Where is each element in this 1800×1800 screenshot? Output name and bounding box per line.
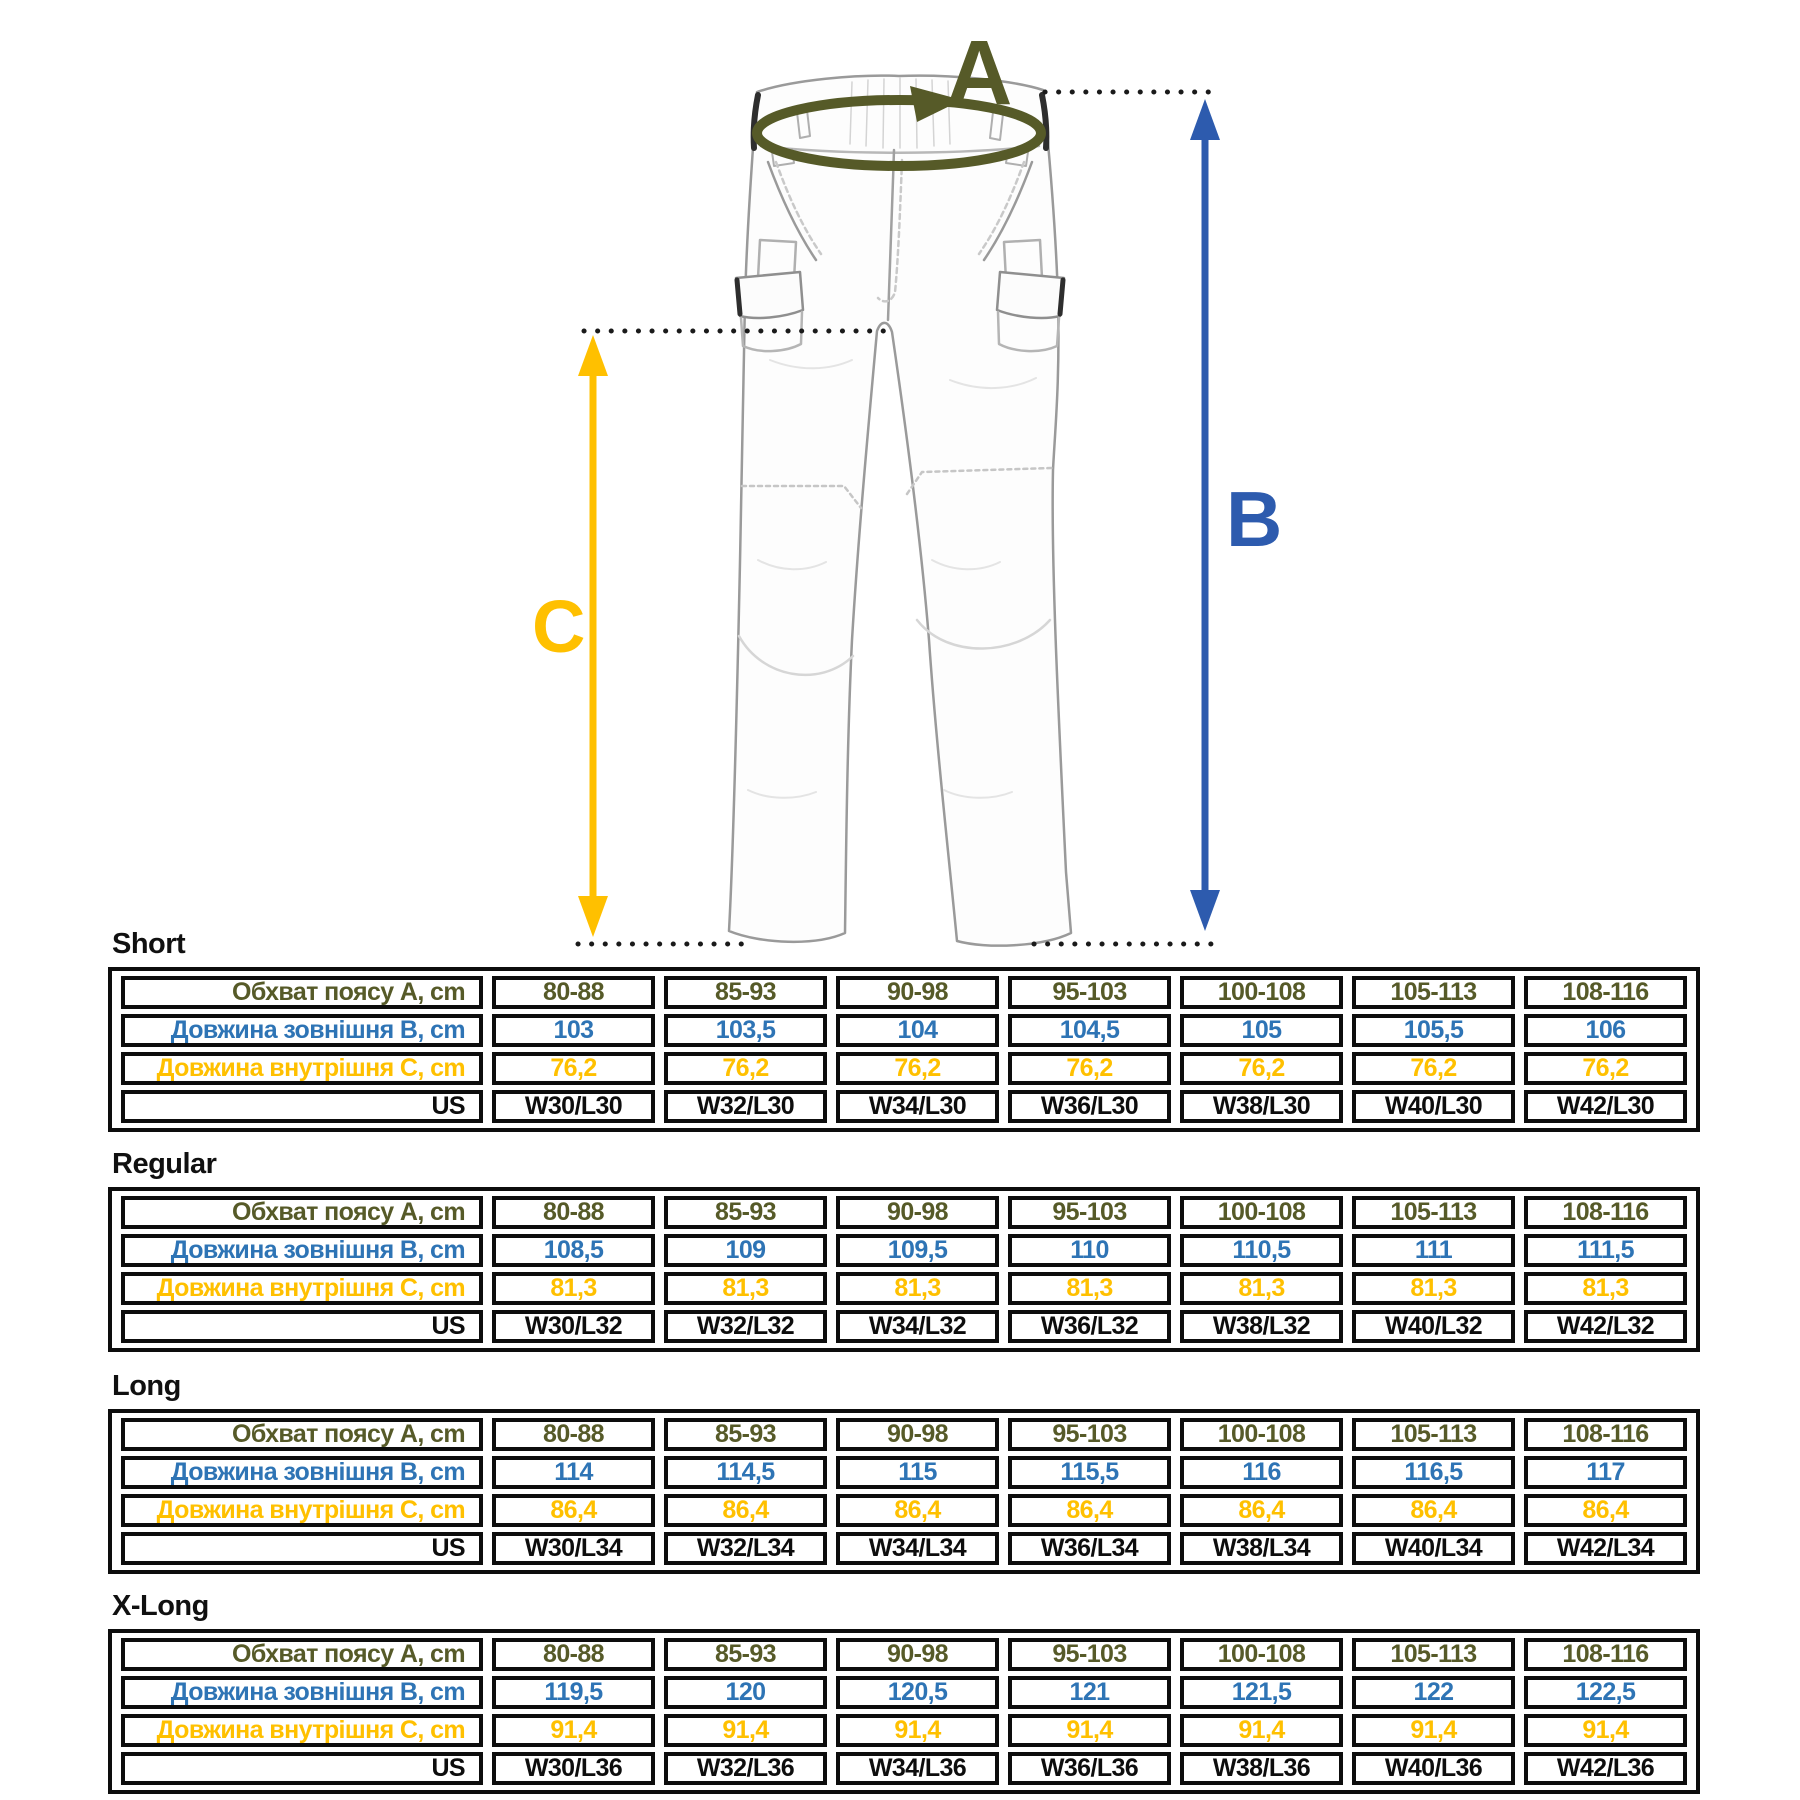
table-row-us [121, 1090, 1687, 1123]
table-cell-waist: 90-98 [836, 1418, 999, 1451]
table-cell-outer: 121,5 [1180, 1676, 1343, 1709]
table-cell-waist: 95-103 [1008, 1196, 1171, 1229]
table-cell-us: W40/L36 [1352, 1752, 1515, 1785]
table-cell-waist: 105-113 [1352, 976, 1515, 1009]
row-header-us: US [121, 1310, 483, 1343]
size-section-xlong [108, 1590, 1700, 1794]
table-cell-inner: 76,2 [836, 1052, 999, 1085]
table-cell-us: W32/L30 [664, 1090, 827, 1123]
inner-length-measure-c [532, 335, 608, 937]
table-cell-outer: 110,5 [1180, 1234, 1343, 1267]
section-title: Regular [112, 1148, 217, 1180]
table-cell-us: W30/L34 [492, 1532, 655, 1565]
table-cell-outer: 120,5 [836, 1676, 999, 1709]
table-row-waist [121, 976, 1687, 1009]
table-cell-outer: 116,5 [1352, 1456, 1515, 1489]
table-cell-waist: 80-88 [492, 1418, 655, 1451]
table-cell-outer: 109,5 [836, 1234, 999, 1267]
table-cell-waist: 85-93 [664, 1418, 827, 1451]
table-cell-waist: 85-93 [664, 1638, 827, 1671]
table-cell-inner: 86,4 [492, 1494, 655, 1527]
size-table-short [108, 967, 1700, 1132]
table-cell-waist: 100-108 [1180, 1638, 1343, 1671]
table-cell-inner: 81,3 [836, 1272, 999, 1305]
table-cell-inner: 91,4 [1008, 1714, 1171, 1747]
table-cell-outer: 108,5 [492, 1234, 655, 1267]
table-cell-outer: 115,5 [1008, 1456, 1171, 1489]
table-cell-waist: 105-113 [1352, 1638, 1515, 1671]
table-row-inner [121, 1494, 1687, 1527]
table-row-outer [121, 1456, 1687, 1489]
table-cell-outer: 116 [1180, 1456, 1343, 1489]
table-cell-waist: 105-113 [1352, 1418, 1515, 1451]
table-row-inner [121, 1714, 1687, 1747]
table-cell-outer: 109 [664, 1234, 827, 1267]
table-cell-us: W34/L32 [836, 1310, 999, 1343]
table-cell-inner: 91,4 [1352, 1714, 1515, 1747]
table-cell-inner: 86,4 [1008, 1494, 1171, 1527]
section-title: Long [112, 1370, 181, 1402]
table-cell-inner: 86,4 [664, 1494, 827, 1527]
row-header-outer: Довжина зовнішня B, cm [121, 1014, 483, 1047]
row-header-inner: Довжина внутрішня C, cm [121, 1272, 483, 1305]
table-cell-us: W40/L30 [1352, 1090, 1515, 1123]
table-cell-us: W38/L30 [1180, 1090, 1343, 1123]
row-header-outer: Довжина зовнішня B, cm [121, 1456, 483, 1489]
table-cell-us: W42/L36 [1524, 1752, 1687, 1785]
row-header-outer: Довжина зовнішня B, cm [121, 1234, 483, 1267]
table-cell-us: W32/L32 [664, 1310, 827, 1343]
table-cell-us: W36/L32 [1008, 1310, 1171, 1343]
table-row-inner [121, 1272, 1687, 1305]
table-cell-outer: 111 [1352, 1234, 1515, 1267]
outer-length-measure-b [1190, 99, 1282, 931]
row-header-waist: Обхват поясу A, cm [121, 1196, 483, 1229]
table-cell-us: W34/L34 [836, 1532, 999, 1565]
size-section-short [108, 928, 1700, 1132]
table-cell-us: W30/L30 [492, 1090, 655, 1123]
table-row-us [121, 1532, 1687, 1565]
table-cell-outer: 105 [1180, 1014, 1343, 1047]
table-cell-inner: 81,3 [1524, 1272, 1687, 1305]
table-cell-inner: 81,3 [492, 1272, 655, 1305]
arrow-c-head-top [578, 335, 608, 376]
table-cell-inner: 91,4 [836, 1714, 999, 1747]
table-cell-waist: 90-98 [836, 1638, 999, 1671]
table-cell-inner: 76,2 [1180, 1052, 1343, 1085]
table-cell-outer: 104,5 [1008, 1014, 1171, 1047]
table-cell-waist: 80-88 [492, 1196, 655, 1229]
table-row-outer [121, 1014, 1687, 1047]
table-row-waist [121, 1638, 1687, 1671]
row-header-inner: Довжина внутрішня C, cm [121, 1052, 483, 1085]
table-cell-us: W40/L34 [1352, 1532, 1515, 1565]
table-cell-outer: 114,5 [664, 1456, 827, 1489]
table-cell-inner: 91,4 [1180, 1714, 1343, 1747]
row-header-inner: Довжина внутрішня C, cm [121, 1494, 483, 1527]
table-cell-us: W34/L36 [836, 1752, 999, 1785]
table-cell-inner: 86,4 [1352, 1494, 1515, 1527]
table-row-us [121, 1752, 1687, 1785]
label-a: A [946, 22, 1013, 124]
row-header-inner: Довжина внутрішня C, cm [121, 1714, 483, 1747]
table-cell-us: W30/L32 [492, 1310, 655, 1343]
size-section-long [108, 1370, 1700, 1574]
table-cell-waist: 90-98 [836, 976, 999, 1009]
table-cell-us: W34/L30 [836, 1090, 999, 1123]
table-row-inner [121, 1052, 1687, 1085]
table-cell-us: W42/L34 [1524, 1532, 1687, 1565]
table-cell-inner: 81,3 [1352, 1272, 1515, 1305]
table-cell-waist: 85-93 [664, 1196, 827, 1229]
label-c: C [532, 585, 586, 668]
table-cell-inner: 76,2 [1524, 1052, 1687, 1085]
section-title: X-Long [112, 1590, 209, 1622]
table-cell-us: W40/L32 [1352, 1310, 1515, 1343]
table-row-waist [121, 1418, 1687, 1451]
table-cell-outer: 105,5 [1352, 1014, 1515, 1047]
table-cell-waist: 85-93 [664, 976, 827, 1009]
table-cell-outer: 122,5 [1524, 1676, 1687, 1709]
row-header-waist: Обхват поясу A, cm [121, 1638, 483, 1671]
table-cell-inner: 91,4 [1524, 1714, 1687, 1747]
size-table-long [108, 1409, 1700, 1574]
table-cell-inner: 86,4 [836, 1494, 999, 1527]
table-cell-waist: 95-103 [1008, 1638, 1171, 1671]
table-cell-outer: 103,5 [664, 1014, 827, 1047]
size-section-regular [108, 1148, 1700, 1352]
table-cell-inner: 86,4 [1180, 1494, 1343, 1527]
row-header-us: US [121, 1090, 483, 1123]
table-row-outer [121, 1676, 1687, 1709]
table-row-us [121, 1310, 1687, 1343]
table-cell-waist: 95-103 [1008, 976, 1171, 1009]
table-cell-inner: 91,4 [664, 1714, 827, 1747]
table-cell-outer: 115 [836, 1456, 999, 1489]
table-row-waist [121, 1196, 1687, 1229]
table-cell-us: W30/L36 [492, 1752, 655, 1785]
pants-sketch [729, 76, 1071, 946]
table-cell-us: W38/L34 [1180, 1532, 1343, 1565]
table-cell-inner: 76,2 [1008, 1052, 1171, 1085]
table-cell-waist: 95-103 [1008, 1418, 1171, 1451]
table-cell-outer: 120 [664, 1676, 827, 1709]
row-header-outer: Довжина зовнішня B, cm [121, 1676, 483, 1709]
table-cell-inner: 76,2 [1352, 1052, 1515, 1085]
table-cell-us: W32/L36 [664, 1752, 827, 1785]
table-cell-outer: 122 [1352, 1676, 1515, 1709]
table-cell-us: W36/L34 [1008, 1532, 1171, 1565]
table-cell-outer: 104 [836, 1014, 999, 1047]
table-cell-waist: 100-108 [1180, 976, 1343, 1009]
table-cell-inner: 86,4 [1524, 1494, 1687, 1527]
table-cell-waist: 90-98 [836, 1196, 999, 1229]
size-table-xlong [108, 1629, 1700, 1794]
table-cell-inner: 76,2 [492, 1052, 655, 1085]
row-header-waist: Обхват поясу A, cm [121, 976, 483, 1009]
table-cell-inner: 81,3 [1180, 1272, 1343, 1305]
table-cell-outer: 110 [1008, 1234, 1171, 1267]
row-header-waist: Обхват поясу A, cm [121, 1418, 483, 1451]
arrow-b-head-top [1190, 99, 1220, 140]
table-cell-inner: 91,4 [492, 1714, 655, 1747]
table-cell-waist: 80-88 [492, 976, 655, 1009]
arrow-b-head-bottom [1190, 890, 1220, 931]
table-cell-waist: 108-116 [1524, 1196, 1687, 1229]
table-cell-us: W36/L36 [1008, 1752, 1171, 1785]
table-cell-inner: 81,3 [664, 1272, 827, 1305]
table-cell-inner: 81,3 [1008, 1272, 1171, 1305]
section-title: Short [112, 928, 186, 960]
table-cell-us: W38/L36 [1180, 1752, 1343, 1785]
table-cell-us: W32/L34 [664, 1532, 827, 1565]
table-cell-us: W42/L30 [1524, 1090, 1687, 1123]
table-row-outer [121, 1234, 1687, 1267]
table-cell-outer: 103 [492, 1014, 655, 1047]
size-table-regular [108, 1187, 1700, 1352]
table-cell-outer: 121 [1008, 1676, 1171, 1709]
table-cell-outer: 111,5 [1524, 1234, 1687, 1267]
table-cell-outer: 114 [492, 1456, 655, 1489]
row-header-us: US [121, 1532, 483, 1565]
table-cell-waist: 80-88 [492, 1638, 655, 1671]
table-cell-outer: 119,5 [492, 1676, 655, 1709]
row-header-us: US [121, 1752, 483, 1785]
table-cell-us: W38/L32 [1180, 1310, 1343, 1343]
table-cell-waist: 100-108 [1180, 1418, 1343, 1451]
table-cell-waist: 105-113 [1352, 1196, 1515, 1229]
table-cell-waist: 108-116 [1524, 976, 1687, 1009]
table-cell-waist: 108-116 [1524, 1638, 1687, 1671]
table-cell-waist: 108-116 [1524, 1418, 1687, 1451]
table-cell-outer: 106 [1524, 1014, 1687, 1047]
table-cell-waist: 100-108 [1180, 1196, 1343, 1229]
table-cell-us: W42/L32 [1524, 1310, 1687, 1343]
label-b: B [1226, 475, 1283, 563]
table-cell-outer: 117 [1524, 1456, 1687, 1489]
table-cell-us: W36/L30 [1008, 1090, 1171, 1123]
table-cell-inner: 76,2 [664, 1052, 827, 1085]
